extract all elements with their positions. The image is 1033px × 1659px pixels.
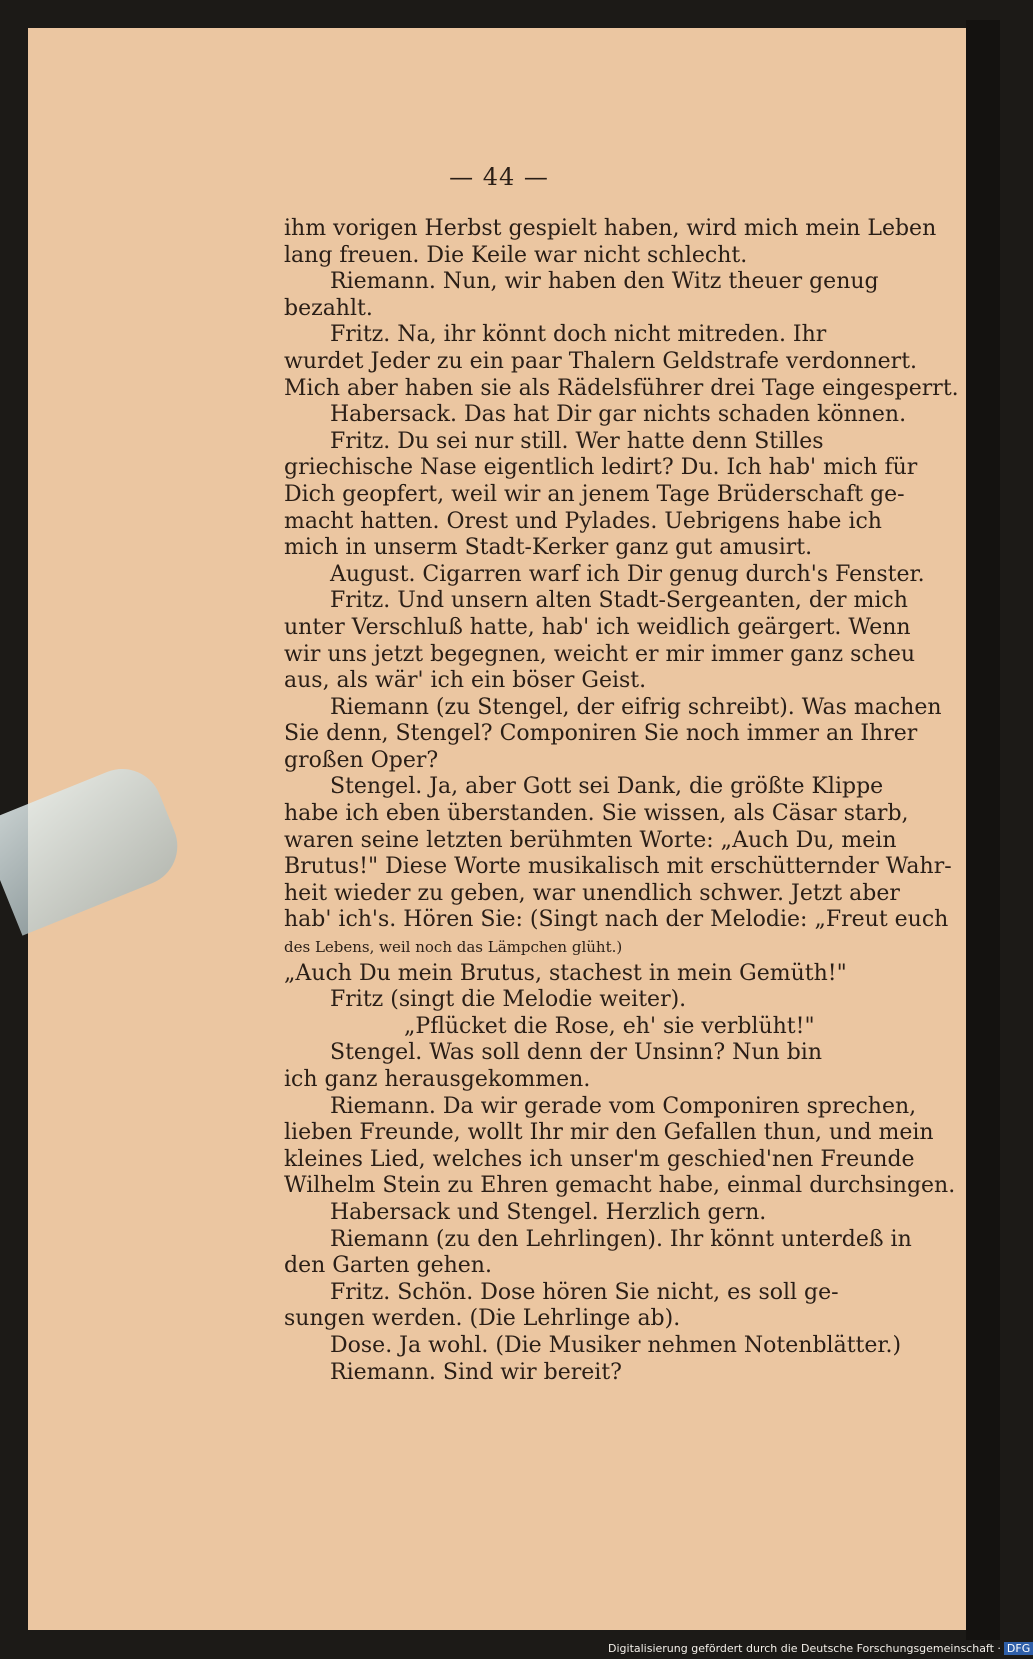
text-line: Sie denn, Stengel? Componiren Sie noch immer an Ihrer bbox=[284, 721, 918, 747]
page-text bbox=[284, 216, 959, 1386]
text-line: Brutus!" Diese Worte musikalisch mit erschütternder Wahr- bbox=[284, 854, 952, 880]
text-line: aus, als wär' ich ein böser Geist. bbox=[284, 668, 647, 694]
text-line: wir uns jetzt begegnen, weicht er mir immer ganz scheu bbox=[284, 641, 916, 667]
text-line: waren seine letzten berühmten Worte: „Auch Du, mein bbox=[284, 827, 897, 853]
text-line: griechische Nase eigentlich ledirt? Du. Ich hab' mich für bbox=[284, 455, 918, 481]
text-line: Riemann (zu Stengel, der eifrig schreibt). Was machen bbox=[330, 694, 942, 720]
text-line: Fritz. Schön. Dose hören Sie nicht, es soll ge- bbox=[330, 1279, 839, 1305]
dfg-logo: DFG bbox=[1004, 1642, 1033, 1655]
text-line: ihm vorigen Herbst gespielt haben, wird mich mein Leben bbox=[284, 216, 937, 241]
text-line: Fritz (singt die Melodie weiter). bbox=[330, 987, 687, 1013]
text-line: „Pflücket die Rose, eh' sie verblüht!" bbox=[404, 1013, 815, 1039]
text-line: August. Cigarren warf ich Dir genug durch's Fenster. bbox=[330, 561, 925, 587]
text-line: Stengel. Ja, aber Gott sei Dank, die größte Klippe bbox=[330, 774, 884, 800]
text-line: wurdet Jeder zu ein paar Thalern Geldstrafe verdonnert. bbox=[284, 348, 918, 374]
text-line: Riemann. Sind wir bereit? bbox=[330, 1359, 622, 1385]
text-line: ich ganz herausgekommen. bbox=[284, 1067, 591, 1092]
page-number: — 44 — bbox=[449, 163, 549, 191]
text-line: den Garten gehen. bbox=[284, 1253, 492, 1279]
text-line: Riemann. Nun, wir haben den Witz theuer genug bbox=[330, 269, 879, 295]
text-line: Fritz. Du sei nur still. Wer hatte denn Stilles bbox=[330, 428, 824, 454]
text-line: kleines Lied, welches ich unser'm geschied'nen Freunde bbox=[284, 1146, 915, 1172]
text-line: Mich aber haben sie als Rädelsführer drei Tage eingesperrt. bbox=[284, 375, 959, 401]
text-line: Stengel. Was soll denn der Unsinn? Nun bin bbox=[330, 1040, 823, 1066]
text-line: des Lebens, weil noch das Lämpchen glüht.) bbox=[284, 938, 623, 957]
text-line: „Auch Du mein Brutus, stachest in mein Gemüth!" bbox=[284, 960, 847, 986]
text-line: unter Verschluß hatte, hab' ich weidlich geärgert. Wenn bbox=[284, 614, 911, 640]
text-line: Fritz. Na, ihr könnt doch nicht mitreden. Ihr bbox=[330, 322, 827, 348]
text-line: habe ich eben überstanden. Sie wissen, als Cäsar starb, bbox=[284, 801, 909, 827]
credit-text: Digitalisierung gefördert durch die Deutsche Forschungsgemeinschaft · bbox=[608, 1642, 1001, 1655]
text-line: Riemann. Da wir gerade vom Componiren sprechen, bbox=[330, 1093, 917, 1119]
text-line: Fritz. Und unsern alten Stadt-Sergeanten, der mich bbox=[330, 588, 908, 614]
text-line: Dich geopfert, weil wir an jenem Tage Brüderschaft ge- bbox=[284, 481, 905, 507]
scan-edge bbox=[966, 20, 1000, 1640]
text-line: lang freuen. Die Keile war nicht schlecht. bbox=[284, 242, 748, 268]
text-line: Habersack. Das hat Dir gar nichts schaden können. bbox=[330, 402, 907, 428]
text-line: heit wieder zu geben, war unendlich schwer. Jetzt aber bbox=[284, 880, 900, 906]
text-line: sungen werden. (Die Lehrlinge ab). bbox=[284, 1306, 681, 1332]
text-line: bezahlt. bbox=[284, 295, 373, 321]
text-line: Wilhelm Stein zu Ehren gemacht habe, einmal durchsingen. bbox=[284, 1173, 956, 1199]
text-line: mich in unserm Stadt-Kerker ganz gut amusirt. bbox=[284, 535, 813, 561]
text-line: macht hatten. Orest und Pylades. Uebrigens habe ich bbox=[284, 508, 882, 534]
text-line: hab' ich's. Hören Sie: (Singt nach der Melodie: „Freut euch bbox=[284, 907, 949, 933]
digitization-credit bbox=[608, 1642, 1033, 1655]
text-line: lieben Freunde, wollt Ihr mir den Gefallen thun, und mein bbox=[284, 1120, 934, 1146]
text-line: Riemann (zu den Lehrlingen). Ihr könnt unterdeß in bbox=[330, 1226, 912, 1252]
text-line: Dose. Ja wohl. (Die Musiker nehmen Notenblätter.) bbox=[330, 1332, 902, 1358]
text-line: Habersack und Stengel. Herzlich gern. bbox=[330, 1199, 767, 1225]
text-line: großen Oper? bbox=[284, 747, 439, 773]
